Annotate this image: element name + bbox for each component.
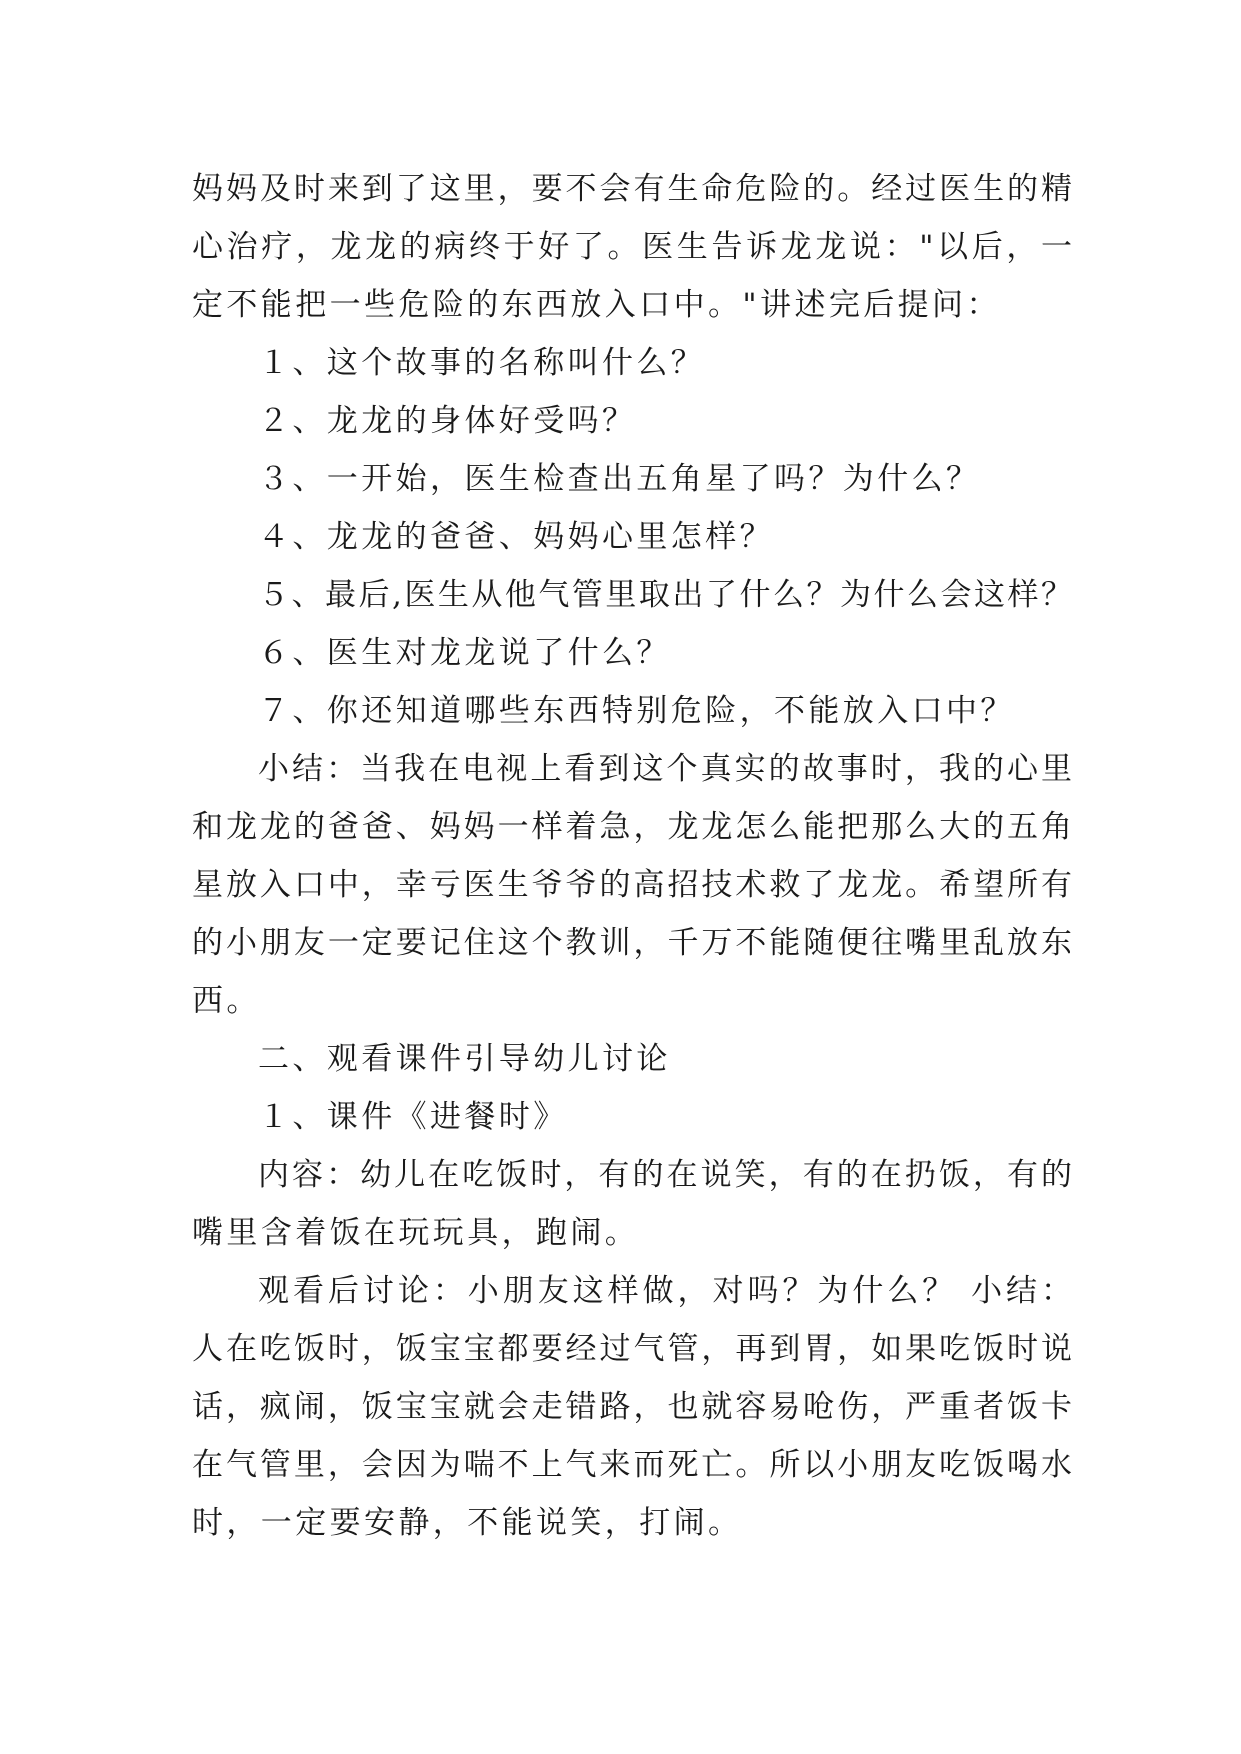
text-line: 心治疗，龙龙的病终于好了。医生告诉龙龙说："以后，一 <box>192 229 1072 265</box>
text-line: 星放入口中，幸亏医生爷爷的高招技术救了龙龙。希望所有 <box>192 867 1072 903</box>
text-line: 的小朋友一定要记住这个教训，千万不能随便往嘴里乱放东 <box>192 925 1072 961</box>
text-line: 人在吃饭时，饭宝宝都要经过气管，再到胃，如果吃饭时说 <box>192 1331 1072 1367</box>
text-line: 在气管里，会因为喘不上气来而死亡。所以小朋友吃饭喝水 <box>192 1447 1072 1483</box>
section-heading: 二、观看课件引导幼儿讨论 <box>258 1041 671 1077</box>
list-item: ２、龙龙的身体好受吗？ <box>258 403 637 439</box>
list-item: ５、最后,医生从他气管里取出了什么？为什么会这样？ <box>258 577 1072 613</box>
text-line: 定不能把一些危险的东西放入口中。"讲述完后提问： <box>192 287 1001 323</box>
text-line: 时，一定要安静，不能说笑，打闹。 <box>192 1505 743 1541</box>
list-item: １、这个故事的名称叫什么？ <box>258 345 706 381</box>
list-item: １、课件《进餐时》 <box>258 1099 568 1135</box>
text-line: 话，疯闹，饭宝宝就会走错路，也就容易呛伤，严重者饭卡 <box>192 1389 1072 1425</box>
list-item: ７、你还知道哪些东西特别危险，不能放入口中？ <box>258 693 1015 729</box>
text-line: 西。 <box>192 983 261 1019</box>
list-item: ３、一开始，医生检查出五角星了吗？为什么？ <box>258 461 981 497</box>
text-line: 内容：幼儿在吃饭时，有的在说笑，有的在扔饭，有的 <box>258 1157 1072 1193</box>
list-item: ６、医生对龙龙说了什么？ <box>258 635 671 671</box>
text-line: 和龙龙的爸爸、妈妈一样着急，龙龙怎么能把那么大的五角 <box>192 809 1072 845</box>
text-line: 妈妈及时来到了这里，要不会有生命危险的。经过医生的精 <box>192 171 1072 207</box>
text-line: 小结：当我在电视上看到这个真实的故事时，我的心里 <box>258 751 1072 787</box>
text-line: 观看后讨论：小朋友这样做，对吗？为什么？ 小结： <box>258 1273 1072 1309</box>
text-line: 嘴里含着饭在玩玩具，跑闹。 <box>192 1215 640 1251</box>
list-item: ４、龙龙的爸爸、妈妈心里怎样？ <box>258 519 774 555</box>
